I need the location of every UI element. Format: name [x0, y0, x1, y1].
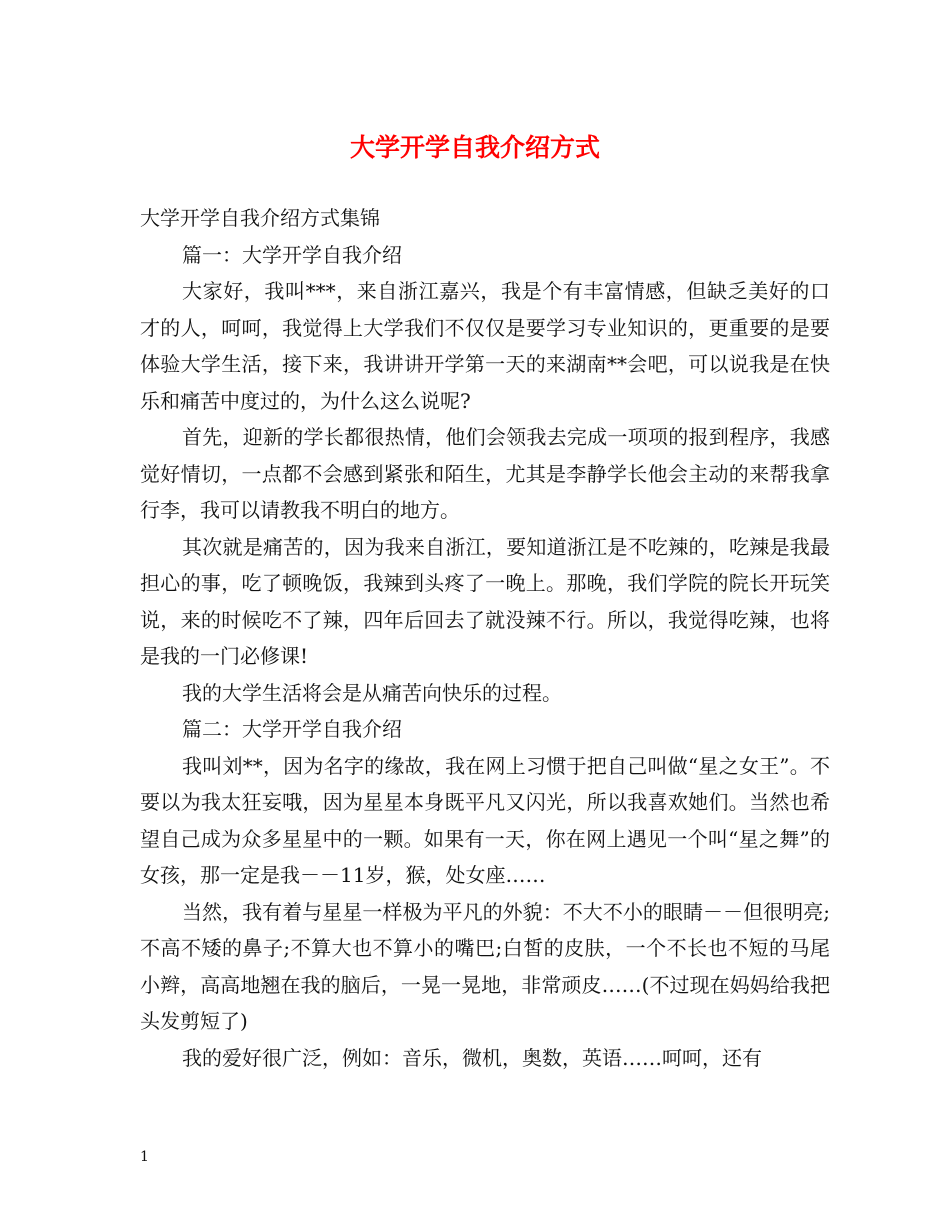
paragraph: 篇一：大学开学自我介绍: [182, 242, 402, 267]
paragraph: 篇二：大学开学自我介绍: [182, 717, 402, 741]
paragraph: 首先，迎新的学长都很热情，他们会领我去完成一项项的报到程序，我感觉好情切，一点都不会感到紧张和陌生，尤其是李静学长他会主动的来帮我拿行李，我可以请教我不明白的地方。: [140, 425, 830, 522]
paragraph: 其次就是痛苦的，因为我来自浙江，要知道浙江是不吃辣的，吃辣是我最担心的事，吃了顿晚饭，我辣到头疼了一晚上。那晚，我们学院的院长开玩笑说，来的时候吃不了辣，四年后回去了就没辣不行。所以，我觉得吃辣，也将是我的一门必修课!: [140, 534, 830, 668]
paragraph: 当然，我有着与星星一样极为平凡的外貌：不大不小的眼睛－－但很明亮;不高不矮的鼻子;不算大也不算小的嘴巴;白皙的皮肤，一个不长也不短的马尾小辫，高高地翘在我的脑后，一晃一晃地，非常顽皮……(不过现在妈妈给我把头发剪短了): [140, 899, 830, 1033]
paragraph: 我的大学生活将会是从痛苦向快乐的过程。: [182, 680, 562, 705]
page-title: 大学开学自我介绍方式: [349, 133, 600, 162]
paragraph: 我的爱好很广泛，例如：音乐，微机，奥数，英语……呵呵，还有: [182, 1045, 762, 1070]
paragraph: 大家好，我叫***，来自浙江嘉兴，我是个有丰富情感，但缺乏美好的口才的人，呵呵，我觉得上大学我们不仅仅是要学习专业知识的，更重要的是要体验大学生活，接下来，我讲讲开学第一天的来湖南**会吧，可以说我是在快乐和痛苦中度过的，为什么这么说呢?: [140, 279, 830, 413]
document-body: [140, 200, 830, 1076]
paragraph: 大学开学自我介绍方式集锦: [140, 206, 380, 230]
paragraph: 我叫刘**，因为名字的缘故，我在网上习惯于把自己叫做“星之女王”。不要以为我太狂妄哦，因为星星本身既平凡又闪光，所以我喜欢她们。当然也希望自己成为众多星星中的一颗。如果有一天，你在网上遇见一个叫“星之舞”的女孩，那一定是我－－11岁，猴，处女座……: [140, 753, 830, 887]
page-number: 1: [140, 1149, 149, 1165]
